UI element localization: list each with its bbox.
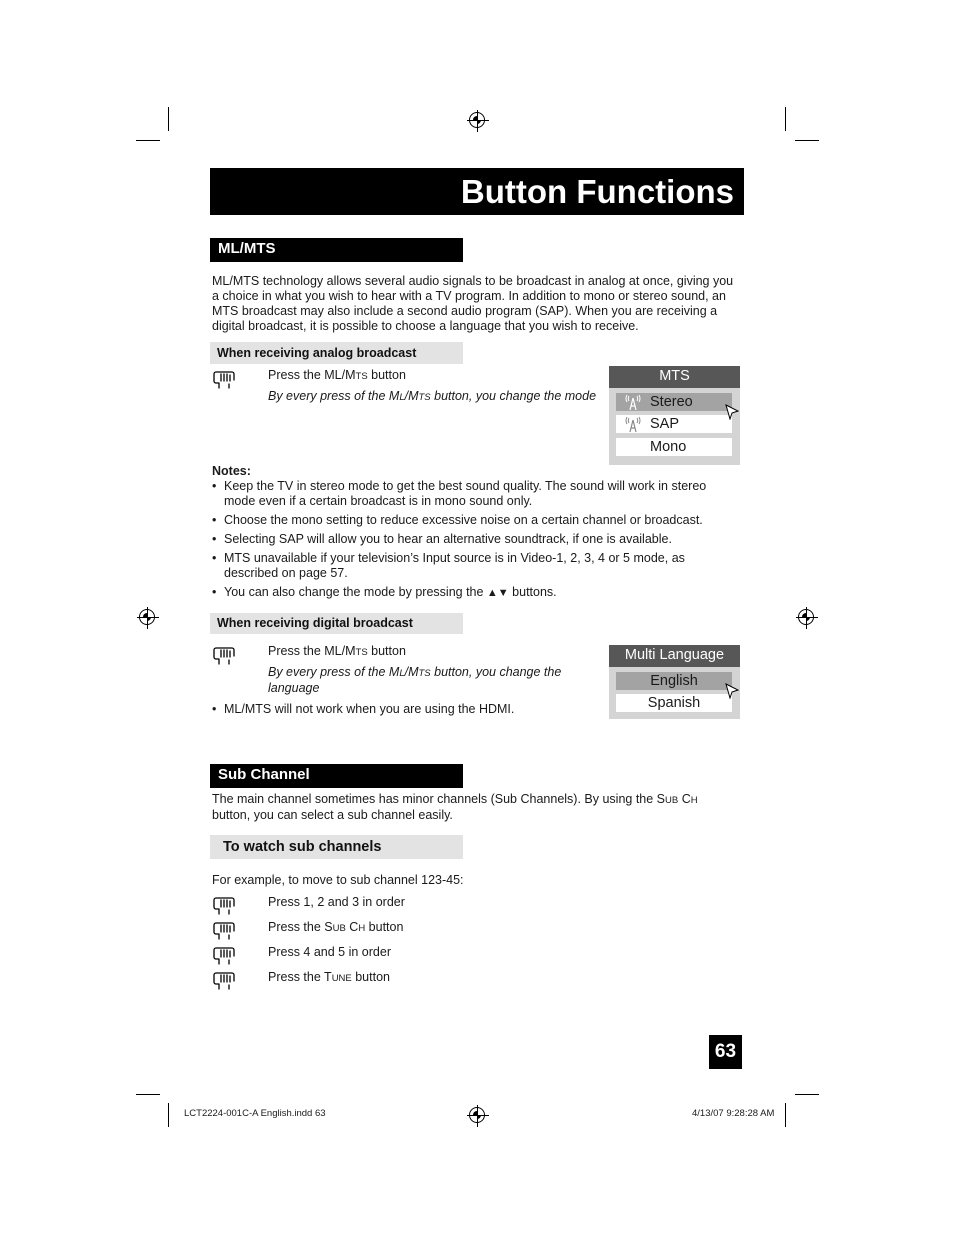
- hand-press-icon: [213, 969, 235, 991]
- note-item: [212, 585, 732, 601]
- note-item: • MTS unavailable if your television’s Input source is in Video-1, 2, 3, 4 or 5 mode, as described on page 57.: [212, 551, 732, 581]
- crop-mark: [795, 140, 819, 141]
- text: TS: [355, 371, 368, 382]
- crop-mark: [785, 1103, 786, 1127]
- page-title: Button Functions: [210, 168, 744, 215]
- sub-step: [268, 895, 405, 910]
- subchannel-example: For example, to move to sub channel 123-45:: [212, 873, 464, 887]
- notes-heading: Notes:: [212, 464, 251, 478]
- text: button, you change the: [430, 665, 562, 679]
- mlmts-intro: [212, 274, 752, 334]
- text: button, you change the mode: [430, 389, 597, 403]
- text: TS: [418, 392, 431, 403]
- digital-step: [268, 644, 406, 660]
- subheading-digital: When receiving digital broadcast: [210, 613, 463, 634]
- registration-mark-icon: [469, 1107, 485, 1123]
- text: button: [367, 644, 406, 658]
- mts-option-mono[interactable]: [616, 438, 732, 456]
- note-item: • Choose the mono setting to reduce excessive noise on a certain channel or broadcast.: [212, 513, 732, 528]
- text: Press the ML/M: [268, 368, 356, 382]
- mts-menu-title: MTS: [609, 366, 740, 388]
- mts-option-stereo[interactable]: [616, 393, 732, 411]
- sub-step: [268, 920, 403, 936]
- text: H: [690, 795, 698, 806]
- mts-menu: [609, 366, 740, 465]
- up-down-arrows-icon: ▲▼: [486, 587, 509, 599]
- mts-option-sap[interactable]: [616, 415, 732, 433]
- text: button, you can select a sub channel easily.: [212, 808, 453, 822]
- hand-press-icon: [213, 919, 235, 941]
- language-option-spanish[interactable]: Spanish: [616, 694, 732, 712]
- crop-mark: [168, 107, 169, 131]
- crop-mark: [785, 107, 786, 131]
- text: TS: [418, 668, 431, 679]
- subheading-watch-sub-channels: To watch sub channels: [210, 835, 463, 859]
- text: Press the S: [268, 920, 333, 934]
- text: button: [365, 920, 404, 934]
- cursor-pointer-icon: [725, 683, 739, 699]
- footer-date: 4/13/07 9:28:28 AM: [692, 1108, 775, 1119]
- registration-mark-icon: [139, 609, 155, 625]
- text: By every press of the M: [268, 665, 400, 679]
- text: UB: [665, 795, 679, 806]
- text: C: [345, 920, 359, 934]
- text: You can also change the mode by pressing the: [224, 585, 487, 599]
- analog-step-note: [268, 389, 596, 405]
- hand-press-icon: [213, 894, 235, 916]
- digital-notes: [212, 702, 592, 721]
- multi-language-menu-title: Multi Language: [609, 645, 740, 667]
- text: TS: [355, 647, 368, 658]
- registration-mark-icon: [469, 112, 485, 128]
- language-option-english[interactable]: English: [616, 672, 732, 690]
- text: /M: [404, 389, 419, 403]
- intro-line: ML/MTS technology allows several audio signals to be broadcast in analog at once, giving you: [212, 274, 734, 288]
- text: C: [678, 792, 691, 806]
- option-label: Mono: [650, 439, 687, 455]
- text: UB: [332, 923, 346, 934]
- analog-step: [268, 368, 406, 384]
- sub-step: [268, 970, 390, 986]
- text: H: [358, 923, 366, 934]
- option-label: SAP: [650, 416, 680, 432]
- footer-file: LCT2224-001C-A English.indd 63: [184, 1108, 326, 1119]
- text: button: [367, 368, 406, 382]
- text: The main channel sometimes has minor channels (Sub Channels). By using the S: [212, 792, 666, 806]
- note-item: • Selecting SAP will allow you to hear an alternative soundtrack, if one is available.: [212, 532, 732, 547]
- text: By every press of the M: [268, 389, 400, 403]
- intro-line: digital broadcast, it is possible to choose a language that you wish to receive.: [212, 319, 639, 333]
- note-item: • Keep the TV in stereo mode to get the best sound quality. The sound will work in stereo mode even if a certain broadcast is in mono sound only.: [212, 479, 732, 509]
- hand-press-icon: [213, 368, 235, 390]
- text: L: [399, 392, 405, 403]
- hand-press-icon: [213, 644, 235, 666]
- text: /M: [404, 665, 419, 679]
- page-number: 63: [709, 1035, 742, 1069]
- digital-step-note: [268, 665, 588, 696]
- sub-step: [268, 945, 391, 960]
- notes-list: [212, 479, 732, 605]
- subheading-analog: When receiving analog broadcast: [210, 342, 463, 364]
- option-label: Stereo: [650, 394, 693, 410]
- intro-line: a choice in what you wish to hear with a TV program. In addition to mono or stereo sound, an: [212, 289, 726, 303]
- hand-press-icon: [213, 944, 235, 966]
- section-heading-mlmts: ML/MTS: [210, 238, 463, 262]
- section-heading-subchannel: Sub Channel: [210, 764, 463, 788]
- text: Press 1, 2 and 3 in order: [268, 895, 405, 909]
- text: language: [268, 681, 320, 695]
- text: Press 4 and 5 in order: [268, 945, 391, 959]
- antenna-icon: [624, 394, 642, 411]
- text: Press the ML/M: [268, 644, 356, 658]
- crop-mark: [136, 140, 160, 141]
- antenna-icon: [624, 416, 642, 433]
- cursor-pointer-icon: [725, 404, 739, 420]
- text: buttons.: [508, 585, 557, 599]
- text: UNE: [331, 973, 352, 984]
- crop-mark: [136, 1094, 160, 1095]
- intro-line: MTS broadcast may also include a second audio program (SAP). When you are receiving a: [212, 304, 718, 318]
- crop-mark: [168, 1103, 169, 1127]
- crop-mark: [795, 1094, 819, 1095]
- text: L: [399, 668, 405, 679]
- multi-language-menu: [609, 645, 740, 719]
- note-item: • ML/MTS will not work when you are using the HDMI.: [212, 702, 592, 717]
- registration-mark-icon: [798, 609, 814, 625]
- text: button: [351, 970, 390, 984]
- text: Press the T: [268, 970, 332, 984]
- subchannel-intro: [212, 792, 752, 823]
